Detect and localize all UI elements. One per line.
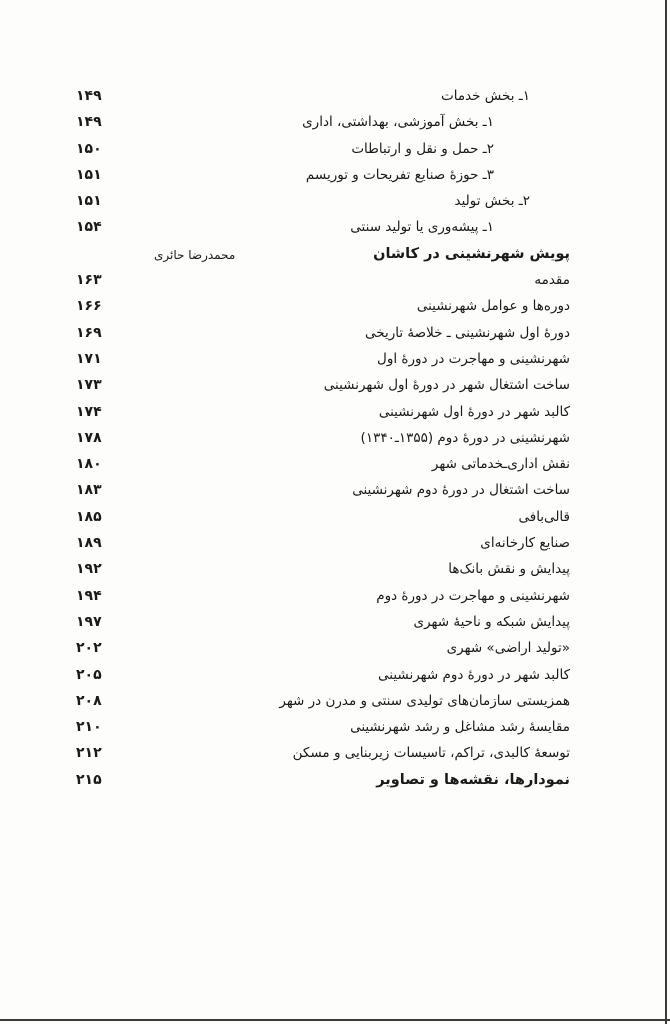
toc-entry [70,375,570,401]
toc-entry [70,533,570,559]
toc-entry-title: صنایع کارخانه‌ای [480,535,570,552]
toc-entry-title: توسعهٔ کالبدی، تراکم، تاسیسات زیربنایی و مسکن [292,745,570,762]
toc-entry [70,349,570,375]
toc-entry [70,191,570,217]
toc-entry [70,665,570,691]
toc-entry-title: مقدمه [534,272,570,289]
toc-entry-title: نقش اداری‌ـخدماتی شهر [431,456,570,473]
toc-entry [70,217,570,243]
toc-entry-page-number: ۲۱۲ [76,745,102,762]
toc-entry-page-number: ۱۵۴ [76,219,102,236]
toc-entry-page-number: ۲۱۰ [76,719,102,736]
toc-entry-page-number: ۱۴۹ [76,114,102,131]
toc-entry [70,428,570,454]
toc-entry [70,296,570,322]
toc-entry-page-number: ۱۷۸ [76,429,102,446]
toc-entry-page-number: ۲۰۸ [76,692,102,709]
toc-entry [70,717,570,743]
toc-entry [70,586,570,612]
toc-entry-page-number: ۱۶۹ [76,324,102,341]
table-of-contents [70,86,570,796]
toc-entry-title: پیدایش و نقش بانک‌ها [448,561,570,578]
toc-entry-title: ۱ـ پیشه‌وری یا تولید سنتی [350,219,494,236]
toc-entry-title: ۲ـ حمل و نقل و ارتباطات [351,140,494,157]
toc-entry [70,454,570,480]
toc-entry-page-number: ۱۴۹ [76,88,102,104]
toc-entry-title: شهرنشینی و مهاجرت در دورهٔ اول [377,350,570,367]
page-edge-right [665,0,667,1024]
toc-entry-title: کالبد شهر در دورهٔ اول شهرنشینی [378,403,570,420]
toc-entry-title: دوره‌ها و عوامل شهرنشینی [416,298,570,315]
toc-entry-author: محمدرضا حائری [154,247,236,262]
toc-entry [70,480,570,506]
toc-entry-page-number: ۱۷۱ [76,350,102,367]
toc-entry-title: ساخت اشتغال در دورهٔ دوم شهرنشینی [352,482,570,499]
toc-entry-page-number: ۱۵۰ [76,140,102,157]
toc-entry [70,770,570,796]
toc-entry-page-number: ۱۵۱ [76,166,102,183]
toc-entry-page-number: ۱۹۷ [76,613,102,630]
toc-entry [70,743,570,769]
toc-entry [70,612,570,638]
toc-entry [70,402,570,428]
toc-entry-page-number: ۱۶۶ [76,298,102,315]
toc-entry-title: ۱ـ بخش خدمات [441,88,530,104]
toc-entry-page-number: ۱۸۹ [76,535,102,552]
toc-entry [70,165,570,191]
page-edge-bottom [0,1019,670,1021]
toc-entry-title: ۱ـ بخش آموزشی، بهداشتی، اداری [302,114,494,131]
toc-entry-title: شهرنشینی در دورهٔ دوم (۱۳۵۵ـ۱۳۴۰) [360,429,570,446]
toc-entry-title: دورهٔ اول شهرنشینی ـ خلاصهٔ تاریخی [364,324,570,341]
toc-entry-page-number: ۱۵۱ [76,193,102,210]
toc-entry [70,86,570,112]
toc-entry-page-number: ۱۷۳ [76,377,102,394]
toc-entry-page-number: ۱۹۲ [76,561,102,578]
toc-entry-title: ۳ـ حوزهٔ صنایع تفریحات و توریسم [305,166,494,183]
toc-entry-title: نمودارها، نقشه‌ها و تصاویر [376,771,570,788]
toc-entry-page-number: ۱۶۳ [76,272,102,289]
toc-entry [70,112,570,138]
toc-entry [70,244,570,270]
toc-entry [70,638,570,664]
toc-entry-title: قالی‌بافی [518,508,570,525]
toc-entry-title: همزیستی سازمان‌های تولیدی سنتی و مدرن در شهر [279,692,570,709]
toc-entry-page-number: ۱۸۰ [76,456,102,473]
toc-entry-title: مقایسهٔ رشد مشاغل و رشد شهرنشینی [350,719,570,736]
toc-entry-title: شهرنشینی و مهاجرت در دورهٔ دوم [376,587,570,604]
toc-entry-page-number: ۲۰۲ [76,640,102,657]
toc-entry [70,323,570,349]
toc-entry-page-number: ۲۱۵ [76,771,102,788]
toc-entry-page-number: ۲۰۵ [76,666,102,683]
toc-entry-page-number: ۱۹۴ [76,587,102,604]
toc-entry-title: پیدایش شبکه و ناحیهٔ شهری [413,613,570,630]
toc-entry [70,559,570,585]
toc-entry-title: ساخت اشتغال شهر در دورهٔ اول شهرنشینی [323,377,570,394]
toc-entry [70,507,570,533]
toc-entry-title: «تولید اراضی» شهری [446,640,570,657]
toc-entry [70,691,570,717]
toc-entry-title: ۲ـ بخش تولید [454,193,530,210]
toc-entry-title: کالبد شهر در دورهٔ دوم شهرنشینی [378,666,570,683]
toc-entry [70,139,570,165]
toc-entry [70,270,570,296]
toc-entry-page-number: ۱۷۴ [76,403,102,420]
toc-entry-page-number: ۱۸۵ [76,508,102,525]
toc-entry-page-number: ۱۸۳ [76,482,102,499]
toc-entry-title: پویش شهرنشینی در کاشان [373,245,570,262]
